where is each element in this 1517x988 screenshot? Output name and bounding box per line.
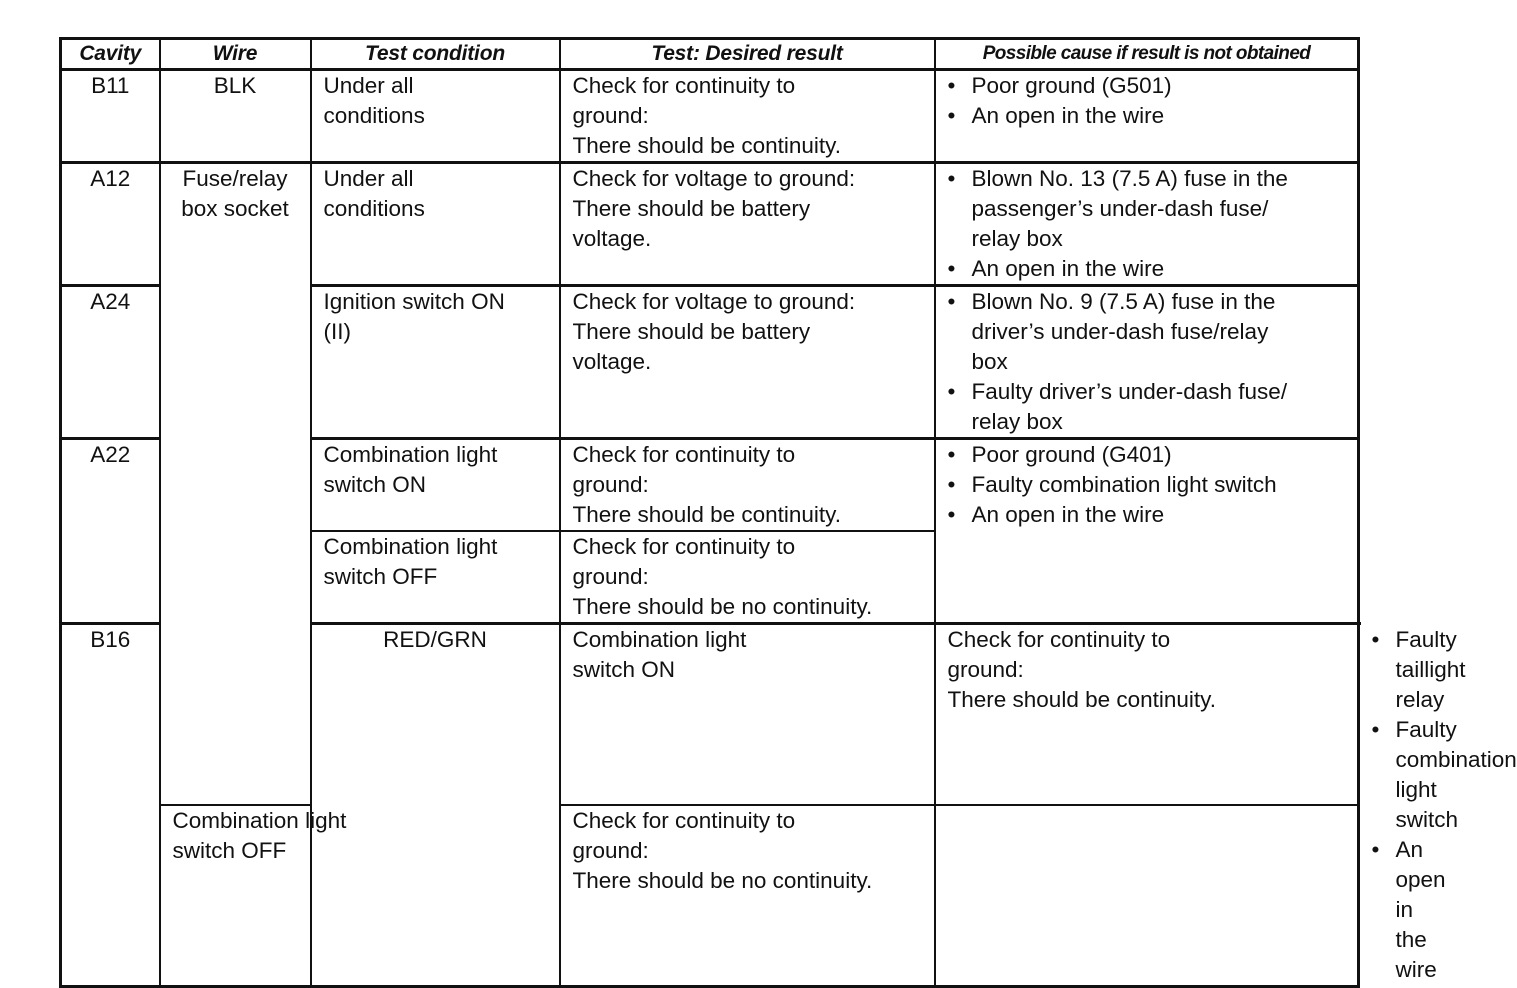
result-cell: Check for continuity to ground: There should be continuity. bbox=[560, 70, 935, 163]
cause-cell bbox=[935, 70, 1359, 163]
header-cavity: Cavity bbox=[61, 39, 160, 70]
header-row bbox=[61, 39, 1359, 70]
wire-cell: RED/GRN bbox=[311, 624, 560, 987]
header-wire: Wire bbox=[160, 39, 311, 70]
list-item: • An open in the wire bbox=[948, 254, 1352, 284]
condition-cell: Combination light switch OFF bbox=[311, 531, 560, 624]
list-item: • Blown No. 13 (7.5 A) fuse in the passenger’s under-dash fuse/ relay box bbox=[948, 164, 1352, 254]
list-item: • Faulty taillight relay bbox=[1372, 625, 1396, 715]
header-desired-result: Test: Desired result bbox=[560, 39, 935, 70]
table-row-a12 bbox=[61, 163, 1359, 286]
cavity-cell: A22 bbox=[61, 439, 160, 624]
header-test-condition: Test condition bbox=[311, 39, 560, 70]
list-item: • Poor ground (G501) bbox=[948, 71, 1352, 101]
result-cell: Check for voltage to ground: There should be battery voltage. bbox=[560, 163, 935, 286]
list-item: • An open in the wire bbox=[1372, 835, 1396, 985]
result-cell: Check for continuity to ground: There should be continuity. bbox=[935, 624, 1359, 806]
condition-cell: Combination light switch OFF bbox=[160, 805, 311, 987]
cavity-cell: A24 bbox=[61, 286, 160, 439]
cause-cell bbox=[935, 439, 1359, 624]
cavity-cell: B16 bbox=[61, 624, 160, 987]
list-item: • Blown No. 9 (7.5 A) fuse in the driver’s under-dash fuse/relay box bbox=[948, 287, 1352, 377]
list-item: • Poor ground (G401) bbox=[948, 440, 1352, 470]
condition-cell: Under all conditions bbox=[311, 70, 560, 163]
cavity-cell: A12 bbox=[61, 163, 160, 286]
result-cell: Check for voltage to ground: There should be battery voltage. bbox=[560, 286, 935, 439]
result-cell: Check for continuity to ground: There should be no continuity. bbox=[560, 531, 935, 624]
result-cell: Check for continuity to ground: There should be continuity. bbox=[560, 439, 935, 532]
cavity-cell: B11 bbox=[61, 70, 160, 163]
list-item: • Faulty driver’s under-dash fuse/ relay box bbox=[948, 377, 1352, 437]
wire-cell: Fuse/relay box socket bbox=[160, 163, 311, 806]
list-item: • An open in the wire bbox=[948, 500, 1352, 530]
condition-cell: Ignition switch ON (II) bbox=[311, 286, 560, 439]
result-cell: Check for continuity to ground: There should be no continuity. bbox=[560, 805, 935, 987]
header-possible-cause: Possible cause if result is not obtained bbox=[935, 39, 1359, 70]
list-item: • An open in the wire bbox=[948, 101, 1352, 131]
cause-cell bbox=[935, 286, 1359, 439]
wire-cell: BLK bbox=[160, 70, 311, 163]
condition-cell: Combination light switch ON bbox=[311, 439, 560, 532]
list-item: • Faulty combination light switch bbox=[1372, 715, 1396, 835]
table-row-b16-off bbox=[61, 805, 1359, 987]
list-item: • Faulty combination light switch bbox=[948, 470, 1352, 500]
table-row-b11 bbox=[61, 70, 1359, 163]
condition-cell: Combination light switch ON bbox=[560, 624, 935, 806]
cause-cell bbox=[935, 163, 1359, 286]
connector-test-table bbox=[59, 37, 1517, 988]
condition-cell: Under all conditions bbox=[311, 163, 560, 286]
